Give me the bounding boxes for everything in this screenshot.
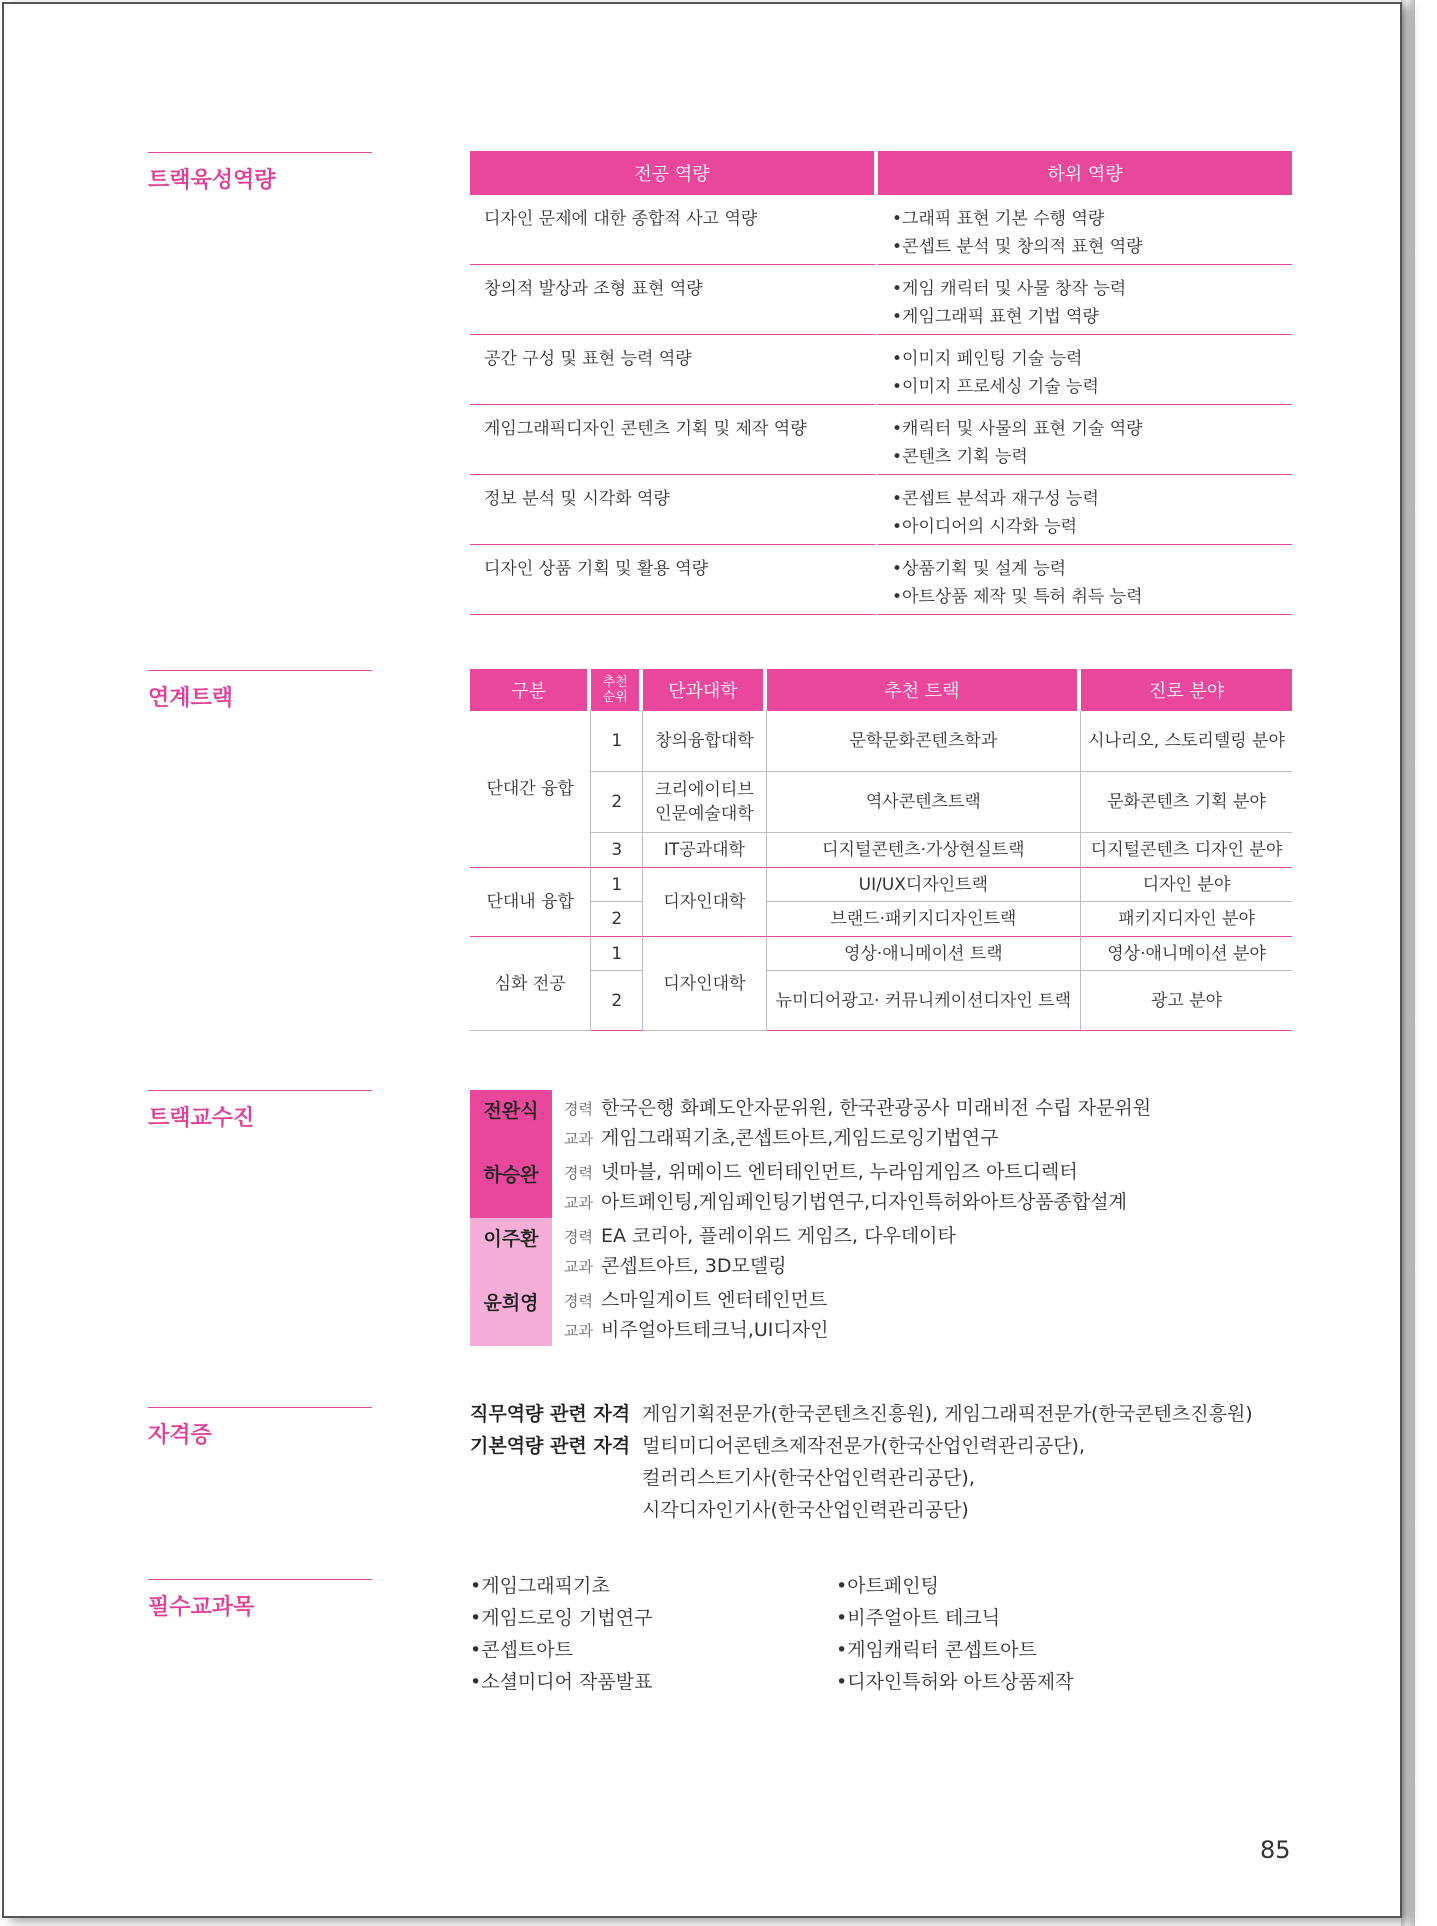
section-label-faculty: 트랙교수진	[148, 1090, 372, 1132]
table-row	[470, 937, 1292, 971]
rank-cell: 3	[591, 833, 643, 868]
certificate-list	[470, 1398, 1253, 1526]
career-cell: 디자인 분야	[1081, 868, 1292, 902]
career-cell: 디지털콘텐츠 디자인 분야	[1081, 833, 1292, 868]
college-cell: 디자인대학	[643, 868, 766, 937]
table-row	[470, 545, 1292, 615]
sub-item: • 캐릭터 및 사물의 표현 기술 역량	[892, 415, 1278, 443]
career-cell: 문화콘텐츠 기획 분야	[1081, 772, 1292, 833]
header-sub-competency: 하위 역량	[878, 151, 1292, 195]
required-courses-right	[836, 1570, 1074, 1698]
sub-item: • 콘텐츠 기획 능력	[892, 443, 1278, 471]
career-label: 경력	[564, 1292, 593, 1310]
section-label-linked-track: 연계트랙	[148, 670, 372, 712]
sub-competencies	[878, 475, 1292, 545]
table-row	[470, 711, 1292, 772]
sub-item: • 게임그래픽 표현 기법 역량	[892, 303, 1278, 331]
course-item: • 디자인특허와 아트상품제작	[836, 1666, 1074, 1698]
major-competency: 공간 구성 및 표현 능력 역량	[470, 335, 878, 405]
course-item: • 게임드로잉 기법연구	[470, 1602, 652, 1634]
course-item: • 게임그래픽기초	[470, 1570, 652, 1602]
header-major-competency: 전공 역량	[470, 151, 878, 195]
track-cell: 디지털콘텐츠·가상현실트랙	[767, 833, 1081, 868]
certificate-line: 컬러리스트기사(한국산업인력관리공단),	[642, 1467, 975, 1489]
course-item: • 소셜미디어 작품발표	[470, 1666, 652, 1698]
faculty-info	[552, 1282, 828, 1346]
track-cell: 뉴미디어광고· 커뮤니케이션디자인 트랙	[767, 971, 1081, 1031]
faculty-career: 스마일게이트 엔터테인먼트	[600, 1289, 828, 1311]
course-item: • 게임캐릭터 콘셉트아트	[836, 1634, 1074, 1666]
table-row	[470, 265, 1292, 335]
faculty-name: 이주환	[470, 1218, 552, 1282]
certificate-category: 직무역량 관련 자격	[470, 1403, 631, 1425]
college-cell: IT공과대학	[643, 833, 766, 868]
faculty-item	[470, 1282, 1330, 1346]
required-courses-left	[470, 1570, 652, 1698]
major-competency: 창의적 발상과 조형 표현 역량	[470, 265, 878, 335]
rank-cell: 2	[591, 902, 643, 937]
rank-cell: 1	[591, 711, 643, 772]
course-label: 교과	[564, 1130, 593, 1148]
header-category: 구분	[470, 669, 591, 711]
linked-track-table	[470, 669, 1292, 1031]
certificate-line: 시각디자인기사(한국산업인력관리공단)	[642, 1499, 969, 1521]
certificate-item	[470, 1430, 1253, 1526]
faculty-courses: 아트페인팅,게임페인팅기법연구,디자인특허와아트상품종합설계	[600, 1191, 1127, 1213]
certificate-line: 멀티미디어콘텐츠제작전문가(한국산업인력관리공단),	[642, 1435, 1086, 1457]
sub-competencies	[878, 265, 1292, 335]
rank-cell: 2	[591, 772, 643, 833]
table-row	[470, 868, 1292, 902]
certificate-line: 게임기획전문가(한국콘텐츠진흥원), 게임그래픽전문가(한국콘텐츠진흥원)	[642, 1403, 1253, 1425]
competency-table	[470, 151, 1292, 615]
faculty-item	[470, 1218, 1330, 1282]
college-cell: 크리에이티브 인문예술대학	[643, 772, 766, 833]
faculty-career: 넷마블, 위메이드 엔터테인먼트, 누라임게임즈 아트디렉터	[600, 1161, 1078, 1183]
category-cell: 단대간 융합	[470, 711, 591, 868]
category-cell: 심화 전공	[470, 937, 591, 1031]
course-label: 교과	[564, 1322, 593, 1340]
certificate-category: 기본역량 관련 자격	[470, 1435, 631, 1457]
major-competency: 게임그래픽디자인 콘텐츠 기획 및 제작 역량	[470, 405, 878, 475]
sub-item: • 아트상품 제작 및 특허 취득 능력	[892, 583, 1278, 611]
faculty-info	[552, 1090, 1151, 1154]
table-row	[470, 195, 1292, 265]
header-rank: 추천 순위	[591, 669, 643, 711]
certificate-item	[470, 1398, 1253, 1430]
course-label: 교과	[564, 1194, 593, 1212]
major-competency: 정보 분석 및 시각화 역량	[470, 475, 878, 545]
faculty-name: 전완식	[470, 1090, 552, 1154]
course-item: • 비주얼아트 테크닉	[836, 1602, 1074, 1634]
table-row	[470, 772, 1292, 833]
college-cell: 창의융합대학	[643, 711, 766, 772]
track-cell: 브랜드·패키지디자인트랙	[767, 902, 1081, 937]
header-college: 단과대학	[643, 669, 766, 711]
sub-item: • 이미지 프로세싱 기술 능력	[892, 373, 1278, 401]
faculty-info	[552, 1154, 1127, 1218]
career-label: 경력	[564, 1164, 593, 1182]
course-label: 교과	[564, 1258, 593, 1276]
rank-cell: 1	[591, 937, 643, 971]
faculty-name: 하승완	[470, 1154, 552, 1218]
career-cell: 시나리오, 스토리텔링 분야	[1081, 711, 1292, 772]
faculty-career: 한국은행 화폐도안자문위원, 한국관광공사 미래비전 수립 자문위원	[600, 1097, 1152, 1119]
sub-item: • 상품기획 및 설계 능력	[892, 555, 1278, 583]
rank-cell: 1	[591, 868, 643, 902]
section-label-certificates: 자격증	[148, 1407, 372, 1449]
track-cell: UI/UX디자인트랙	[767, 868, 1081, 902]
rank-cell: 2	[591, 971, 643, 1031]
page-number: 85	[1260, 1836, 1291, 1864]
track-cell: 역사콘텐츠트랙	[767, 772, 1081, 833]
faculty-courses: 비주얼아트테크닉,UI디자인	[600, 1319, 829, 1341]
faculty-item	[470, 1090, 1330, 1154]
sub-item: • 그래픽 표현 기본 수행 역량	[892, 205, 1278, 233]
major-competency: 디자인 문제에 대한 종합적 사고 역량	[470, 195, 878, 265]
sub-item: • 아이디어의 시각화 능력	[892, 513, 1278, 541]
sub-item: • 게임 캐릭터 및 사물 창작 능력	[892, 275, 1278, 303]
sub-competencies	[878, 405, 1292, 475]
career-cell: 패키지디자인 분야	[1081, 902, 1292, 937]
college-cell: 디자인대학	[643, 937, 766, 1031]
page-edge	[1401, 0, 1415, 1926]
table-row	[470, 335, 1292, 405]
table-row	[470, 833, 1292, 868]
faculty-courses: 콘셉트아트, 3D모델링	[600, 1255, 787, 1277]
major-competency: 디자인 상품 기획 및 활용 역량	[470, 545, 878, 615]
career-cell: 영상·애니메이션 분야	[1081, 937, 1292, 971]
career-cell: 광고 분야	[1081, 971, 1292, 1031]
faculty-courses: 게임그래픽기초,콘셉트아트,게임드로잉기법연구	[600, 1127, 999, 1149]
sub-item: • 이미지 페인팅 기술 능력	[892, 345, 1278, 373]
header-career-field: 진로 분야	[1081, 669, 1292, 711]
course-item: • 아트페인팅	[836, 1570, 1074, 1602]
table-row	[470, 971, 1292, 1031]
course-item: • 콘셉트아트	[470, 1634, 652, 1666]
faculty-list	[470, 1090, 1330, 1346]
career-label: 경력	[564, 1100, 593, 1118]
faculty-name: 윤희영	[470, 1282, 552, 1346]
career-label: 경력	[564, 1228, 593, 1246]
faculty-info	[552, 1218, 956, 1282]
section-label-competency: 트랙육성역량	[148, 152, 372, 194]
sub-competencies	[878, 195, 1292, 265]
table-row	[470, 475, 1292, 545]
section-label-required-courses: 필수교과목	[148, 1579, 372, 1621]
faculty-item	[470, 1154, 1330, 1218]
faculty-career: EA 코리아, 플레이위드 게임즈, 다우데이타	[600, 1225, 956, 1247]
sub-competencies	[878, 545, 1292, 615]
category-cell: 단대내 융합	[470, 868, 591, 937]
sub-item: • 콘셉트 분석과 재구성 능력	[892, 485, 1278, 513]
table-row	[470, 405, 1292, 475]
table-row	[470, 902, 1292, 937]
track-cell: 영상·애니메이션 트랙	[767, 937, 1081, 971]
sub-item: • 콘셉트 분석 및 창의적 표현 역량	[892, 233, 1278, 261]
track-cell: 문학문화콘텐츠학과	[767, 711, 1081, 772]
sub-competencies	[878, 335, 1292, 405]
header-recommended-track: 추천 트랙	[767, 669, 1081, 711]
